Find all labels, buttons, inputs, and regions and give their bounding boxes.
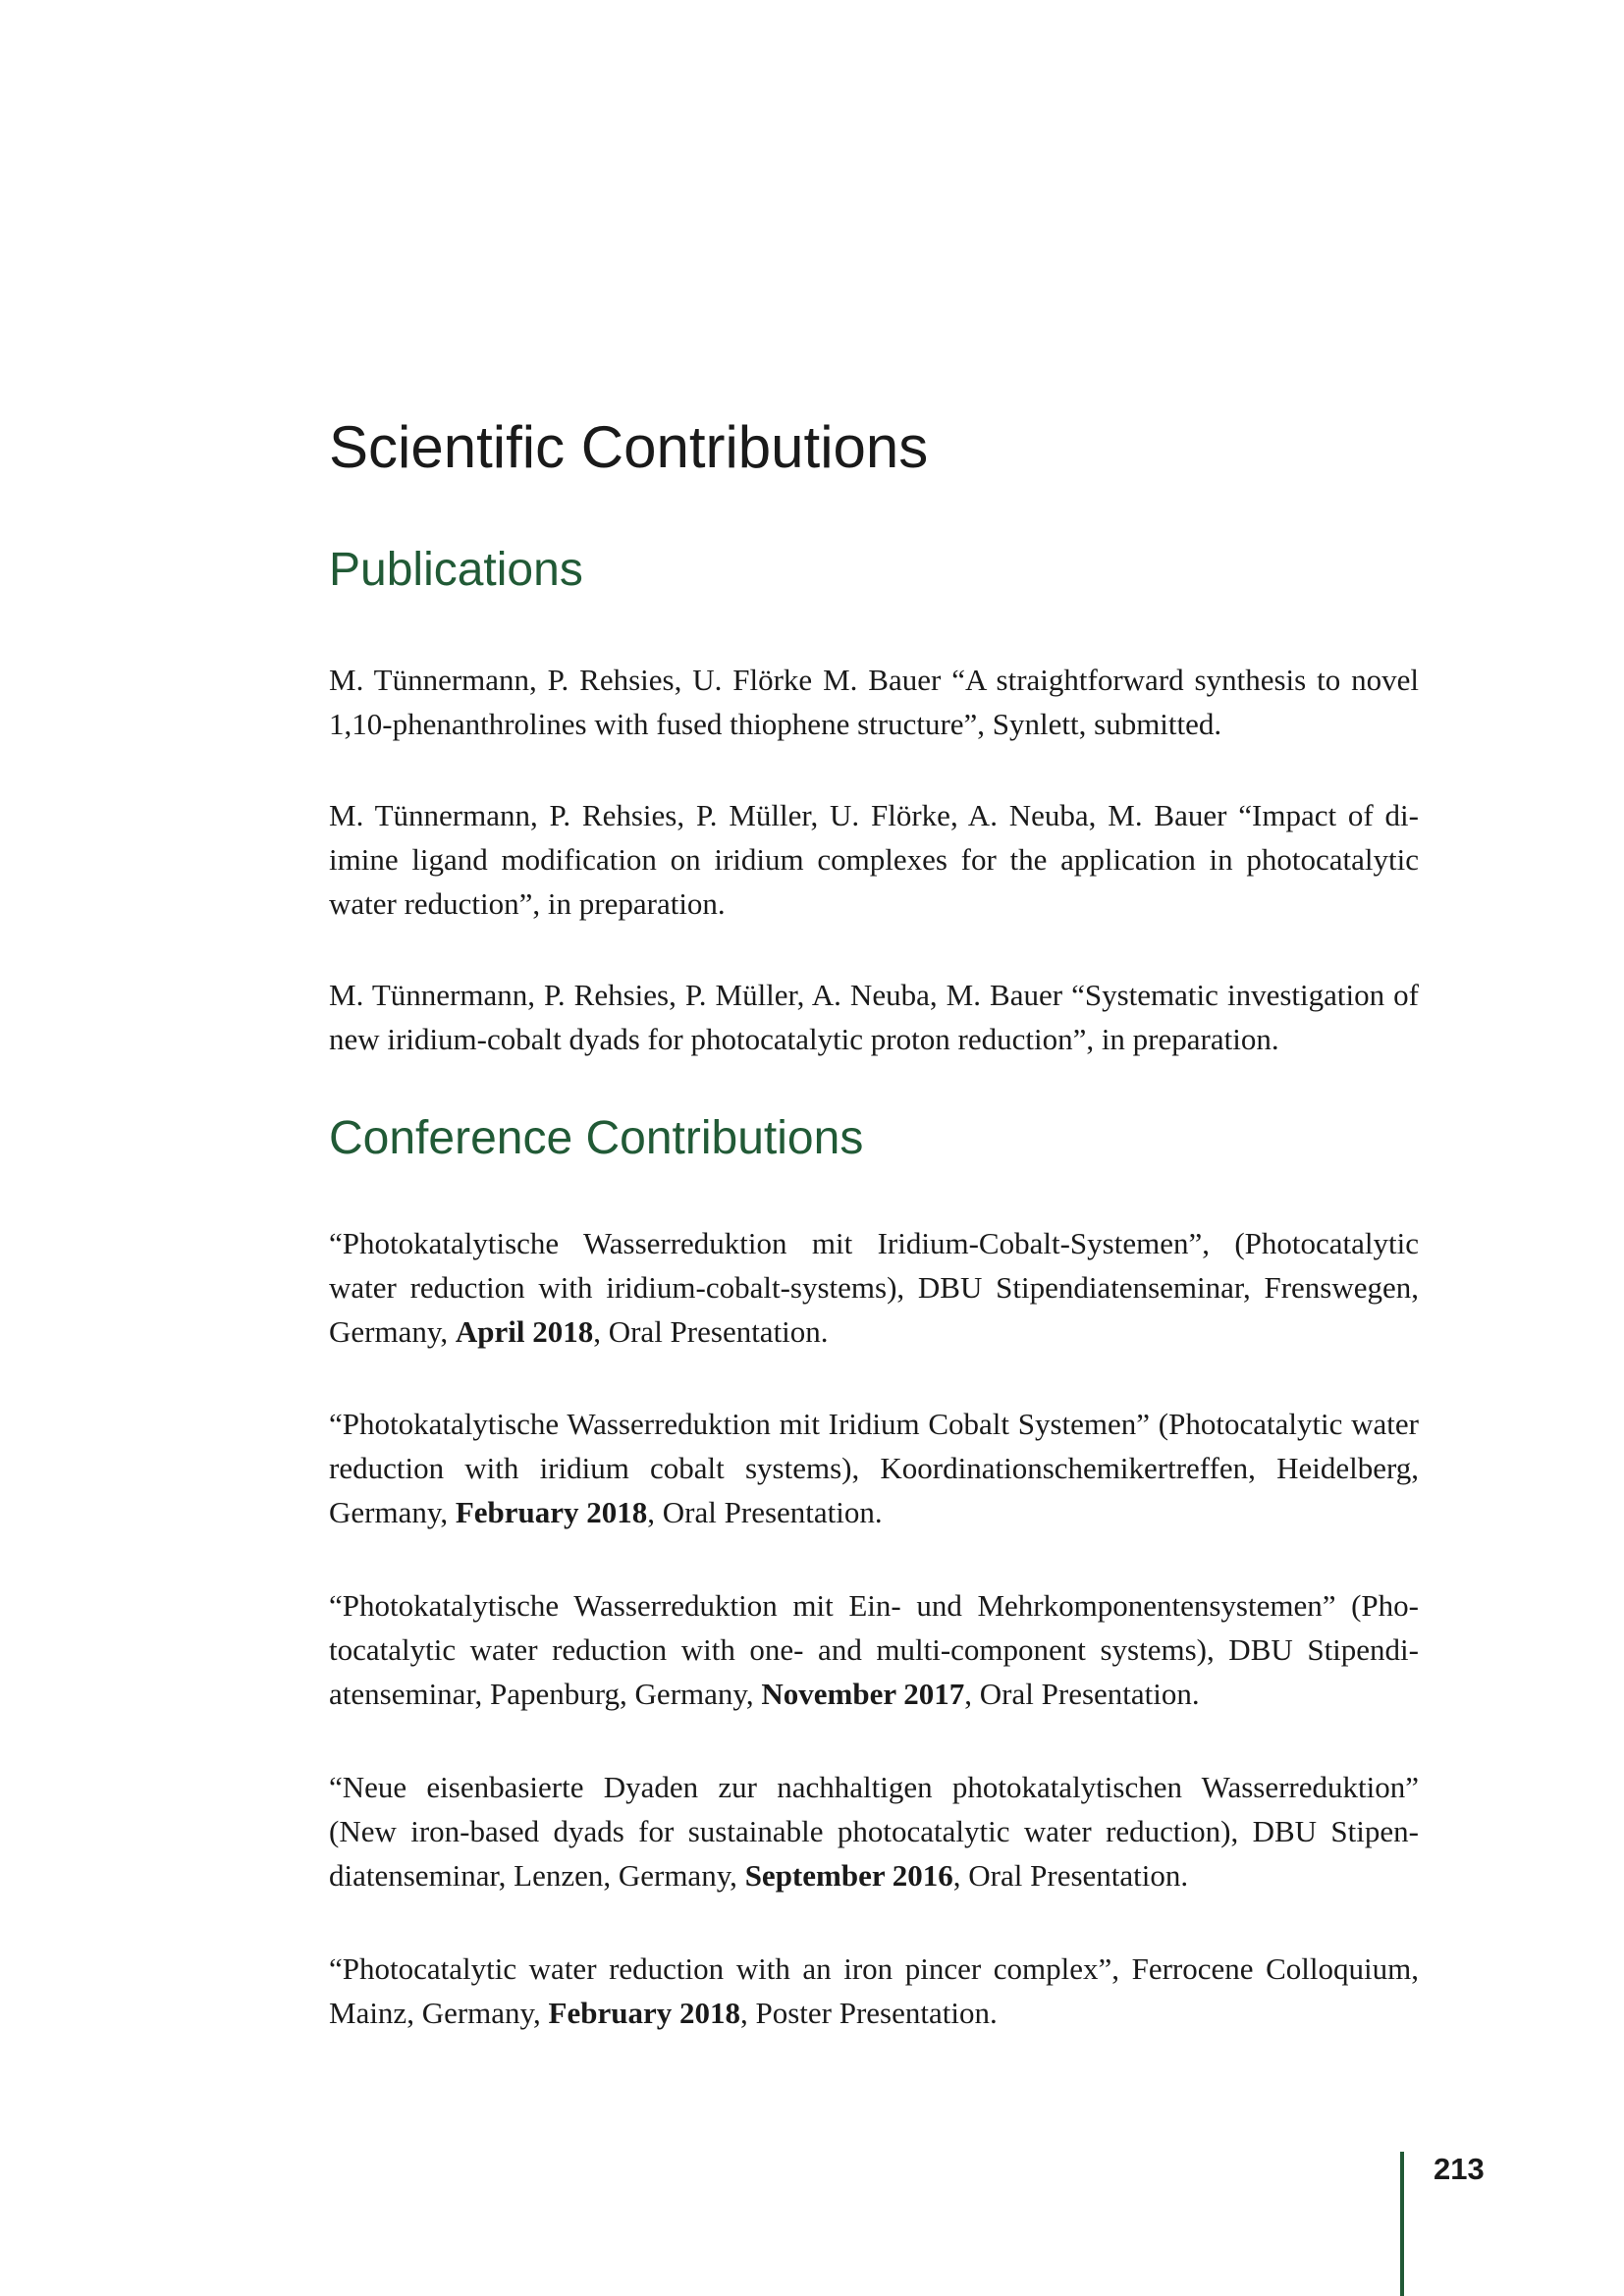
conference-entry-4-date: September 2016	[744, 1858, 953, 1893]
conference-entry-3-text: “Photokatalytische Wasserreduktion mit Ein- und Mehrkomponentensystemen” (Photocatalytic water reduction with one- and multi-component systems), DBU Stipendiatenseminar, Papenburg, Germany,	[329, 1588, 1419, 1711]
conference-entry-3	[329, 1583, 1419, 1716]
conference-entry-5-text: “Photocatalytic water reduction with an iron pincer complex”, Ferrocene Colloquium, Mainz, Germany,	[329, 1951, 1419, 2030]
conference-entry-2-date: February 2018	[455, 1495, 648, 1529]
conference-entry-5	[329, 1947, 1419, 2035]
conference-entry-1-text: “Photokatalytische Wasserreduktion mit Iridium-Cobalt-Systemen”, (Photocatalytic water reduction with iridium-cobalt-systems), DBU Stipendiatenseminar, Frenswegen, Germany,	[329, 1226, 1419, 1349]
conference-entry-1-suffix: , Oral Presentation.	[593, 1314, 829, 1349]
conference-entry-4	[329, 1765, 1419, 1897]
chapter-title: Scientific Contributions	[329, 414, 929, 480]
publication-entry-3: M. Tünnermann, P. Rehsies, P. Müller, A. Neuba, M. Bauer “Systematic investigation of new iridium-cobalt dyads for photocatalytic proton reduction”, in preparation.	[329, 978, 1419, 1056]
page-margin-rule	[1400, 2152, 1404, 2296]
conference-entry-2-text: “Photokatalytische Wasserreduktion mit Iridium Cobalt Systemen” (Photocatalytic water reduction with iridium cobalt systems), Koordinationschemikertreffen, Heidelberg, Germany,	[329, 1407, 1419, 1529]
conference-entry-1-date: April 2018	[455, 1314, 594, 1349]
publication-entry-2: M. Tünnermann, P. Rehsies, P. Müller, U. Flörke, A. Neuba, M. Bauer “Impact of diimine ligand modification on iridium complexes for the application in photocatalytic water reduction”, in preparation.	[329, 798, 1419, 921]
conference-entry-2-suffix: , Oral Presentation.	[647, 1495, 883, 1529]
conference-entry-1	[329, 1221, 1419, 1354]
conference-contributions-heading: Conference Contributions	[329, 1112, 864, 1164]
conference-entry-3-suffix: , Oral Presentation.	[964, 1677, 1200, 1711]
publication-entry-1: M. Tünnermann, P. Rehsies, U. Flörke M. Bauer “A straightforward synthesis to novel 1,10-phenanthrolines with fused thiophene structure”, Synlett, submitted.	[329, 663, 1419, 741]
conference-entry-4-suffix: , Oral Presentation.	[952, 1858, 1189, 1893]
page-number: 213	[1434, 2152, 1485, 2186]
conference-entry-2	[329, 1402, 1419, 1534]
conference-entry-5-date: February 2018	[548, 1996, 740, 2030]
conference-entry-5-suffix: , Poster Presentation.	[739, 1996, 998, 2030]
conference-entry-4-text: “Neue eisenbasierte Dyaden zur nachhaltigen photokatalytischen Wasserreduktion” (New iron-based dyads for sustainable photocatalytic water reduction), DBU Stipendiatenseminar, Lenzen, Germany,	[329, 1770, 1419, 1893]
conference-entry-3-date: November 2017	[761, 1677, 965, 1711]
publications-heading: Publications	[329, 544, 583, 596]
